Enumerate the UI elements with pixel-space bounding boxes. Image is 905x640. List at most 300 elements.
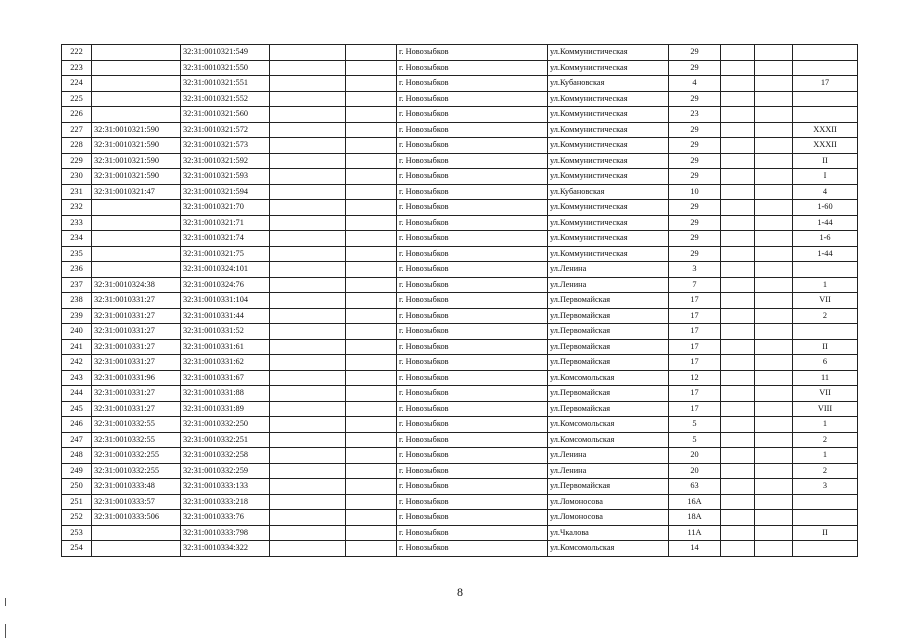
table-body [62,45,858,557]
empty-cell [270,401,346,417]
empty-cell [346,541,397,557]
empty-cell [270,324,346,340]
premises-number-cell [793,324,858,340]
row-number-cell: 252 [62,510,92,526]
empty-cell [721,324,755,340]
empty-cell [721,231,755,247]
scan-edge-mark [5,624,6,638]
row-number-cell: 237 [62,277,92,293]
street-cell: ул.Чкалова [548,525,669,541]
city-cell: г. Новозыбков [397,169,548,185]
empty-cell [755,200,793,216]
street-cell: ул.Первомайская [548,308,669,324]
city-cell: г. Новозыбков [397,262,548,278]
city-cell: г. Новозыбков [397,60,548,76]
table-row [62,308,858,324]
empty-cell [270,169,346,185]
cadastral-number-cell: 32:31:0010332:251 [181,432,270,448]
street-cell: ул.Комсомольская [548,432,669,448]
cadastral-number-cell: 32:31:0010331:67 [181,370,270,386]
table-row [62,231,858,247]
row-number-cell: 242 [62,355,92,371]
row-number-cell: 240 [62,324,92,340]
city-cell: г. Новозыбков [397,277,548,293]
empty-cell [755,91,793,107]
premises-number-cell [793,262,858,278]
cadastral-number-cell: 32:31:0010321:550 [181,60,270,76]
table-row [62,122,858,138]
empty-cell [346,184,397,200]
street-cell: ул.Коммунистическая [548,200,669,216]
parent-cadastral-cell: 32:31:0010332:255 [92,448,181,464]
city-cell: г. Новозыбков [397,386,548,402]
premises-number-cell: 1 [793,417,858,433]
cadastral-number-cell: 32:31:0010331:62 [181,355,270,371]
empty-cell [755,45,793,61]
empty-cell [270,448,346,464]
row-number-cell: 245 [62,401,92,417]
empty-cell [755,262,793,278]
premises-number-cell: II [793,339,858,355]
empty-cell [346,417,397,433]
parent-cadastral-cell [92,107,181,123]
table-row [62,200,858,216]
empty-cell [270,45,346,61]
empty-cell [721,215,755,231]
house-number-cell: 18А [669,510,721,526]
empty-cell [755,432,793,448]
row-number-cell: 238 [62,293,92,309]
cadastral-number-cell: 32:31:0010321:70 [181,200,270,216]
empty-cell [346,432,397,448]
table-row [62,153,858,169]
street-cell: ул.Первомайская [548,324,669,340]
street-cell: ул.Коммунистическая [548,91,669,107]
city-cell: г. Новозыбков [397,215,548,231]
parent-cadastral-cell: 32:31:0010331:96 [92,370,181,386]
cadastral-number-cell: 32:31:0010332:250 [181,417,270,433]
row-number-cell: 233 [62,215,92,231]
empty-cell [721,277,755,293]
empty-cell [721,169,755,185]
row-number-cell: 230 [62,169,92,185]
cadastral-number-cell: 32:31:0010321:593 [181,169,270,185]
empty-cell [346,448,397,464]
premises-number-cell: VII [793,293,858,309]
parent-cadastral-cell [92,231,181,247]
empty-cell [346,386,397,402]
city-cell: г. Новозыбков [397,91,548,107]
premises-number-cell: XXXII [793,138,858,154]
empty-cell [721,370,755,386]
table-row [62,510,858,526]
empty-cell [346,370,397,386]
empty-cell [346,246,397,262]
empty-cell [721,494,755,510]
city-cell: г. Новозыбков [397,153,548,169]
premises-number-cell: 2 [793,463,858,479]
row-number-cell: 241 [62,339,92,355]
city-cell: г. Новозыбков [397,541,548,557]
premises-number-cell: 1-44 [793,246,858,262]
cadastral-number-cell: 32:31:0010334:322 [181,541,270,557]
table-row [62,76,858,92]
street-cell: ул.Комсомольская [548,370,669,386]
empty-cell [270,246,346,262]
premises-number-cell [793,510,858,526]
empty-cell [270,200,346,216]
street-cell: ул.Коммунистическая [548,153,669,169]
table-row [62,417,858,433]
empty-cell [721,525,755,541]
table-row [62,45,858,61]
empty-cell [346,91,397,107]
cadastral-number-cell: 32:31:0010331:61 [181,339,270,355]
empty-cell [755,60,793,76]
empty-cell [270,510,346,526]
parent-cadastral-cell [92,91,181,107]
parent-cadastral-cell [92,246,181,262]
row-number-cell: 254 [62,541,92,557]
house-number-cell: 16А [669,494,721,510]
street-cell: ул.Первомайская [548,386,669,402]
empty-cell [721,401,755,417]
premises-number-cell: 2 [793,308,858,324]
empty-cell [270,339,346,355]
house-number-cell: 20 [669,448,721,464]
street-cell: ул.Ломоносова [548,510,669,526]
row-number-cell: 232 [62,200,92,216]
city-cell: г. Новозыбков [397,231,548,247]
parent-cadastral-cell: 32:31:0010321:590 [92,122,181,138]
empty-cell [270,494,346,510]
empty-cell [721,138,755,154]
house-number-cell: 29 [669,60,721,76]
empty-cell [755,401,793,417]
row-number-cell: 253 [62,525,92,541]
cadastral-number-cell: 32:31:0010333:798 [181,525,270,541]
row-number-cell: 235 [62,246,92,262]
premises-number-cell: 1 [793,277,858,293]
cadastral-number-cell: 32:31:0010321:71 [181,215,270,231]
empty-cell [721,60,755,76]
empty-cell [755,479,793,495]
empty-cell [346,339,397,355]
row-number-cell: 243 [62,370,92,386]
parent-cadastral-cell [92,541,181,557]
empty-cell [721,386,755,402]
table-row [62,386,858,402]
premises-number-cell: II [793,153,858,169]
empty-cell [755,525,793,541]
empty-cell [721,91,755,107]
table-row [62,60,858,76]
empty-cell [346,107,397,123]
house-number-cell: 14 [669,541,721,557]
row-number-cell: 231 [62,184,92,200]
empty-cell [346,401,397,417]
empty-cell [270,432,346,448]
table-row [62,401,858,417]
table-row [62,463,858,479]
table-row [62,494,858,510]
city-cell: г. Новозыбков [397,246,548,262]
empty-cell [270,91,346,107]
premises-number-cell: 2 [793,432,858,448]
premises-number-cell [793,541,858,557]
row-number-cell: 247 [62,432,92,448]
empty-cell [755,463,793,479]
empty-cell [270,231,346,247]
empty-cell [346,525,397,541]
empty-cell [346,324,397,340]
house-number-cell: 29 [669,122,721,138]
row-number-cell: 234 [62,231,92,247]
house-number-cell: 29 [669,45,721,61]
row-number-cell: 236 [62,262,92,278]
table-row [62,432,858,448]
city-cell: г. Новозыбков [397,494,548,510]
empty-cell [346,122,397,138]
table-row [62,541,858,557]
empty-cell [346,45,397,61]
table-row [62,107,858,123]
row-number-cell: 224 [62,76,92,92]
parent-cadastral-cell: 32:31:0010321:590 [92,169,181,185]
page-number: 8 [457,585,463,599]
house-number-cell: 29 [669,153,721,169]
house-number-cell: 17 [669,339,721,355]
parent-cadastral-cell: 32:31:0010331:27 [92,355,181,371]
house-number-cell: 23 [669,107,721,123]
empty-cell [270,107,346,123]
parent-cadastral-cell [92,45,181,61]
cadastral-number-cell: 32:31:0010321:75 [181,246,270,262]
house-number-cell: 17 [669,293,721,309]
empty-cell [721,463,755,479]
cadastral-number-cell: 32:31:0010321:573 [181,138,270,154]
table-row [62,448,858,464]
cadastral-number-cell: 32:31:0010321:74 [181,231,270,247]
empty-cell [270,386,346,402]
city-cell: г. Новозыбков [397,184,548,200]
cadastral-number-cell: 32:31:0010331:44 [181,308,270,324]
premises-number-cell: 6 [793,355,858,371]
city-cell: г. Новозыбков [397,417,548,433]
house-number-cell: 7 [669,277,721,293]
row-number-cell: 223 [62,60,92,76]
empty-cell [755,184,793,200]
empty-cell [755,510,793,526]
table-row [62,277,858,293]
premises-number-cell: XXXII [793,122,858,138]
city-cell: г. Новозыбков [397,339,548,355]
row-number-cell: 228 [62,138,92,154]
empty-cell [270,60,346,76]
house-number-cell: 3 [669,262,721,278]
empty-cell [721,122,755,138]
premises-number-cell: VIII [793,401,858,417]
cadastral-number-cell: 32:31:0010324:101 [181,262,270,278]
city-cell: г. Новозыбков [397,510,548,526]
table-row [62,525,858,541]
empty-cell [270,262,346,278]
cadastral-number-cell: 32:31:0010324:76 [181,277,270,293]
table-row [62,138,858,154]
city-cell: г. Новозыбков [397,200,548,216]
cadastral-number-cell: 32:31:0010321:552 [181,91,270,107]
table-row [62,262,858,278]
parent-cadastral-cell: 32:31:0010331:27 [92,386,181,402]
parent-cadastral-cell: 32:31:0010321:47 [92,184,181,200]
parent-cadastral-cell [92,262,181,278]
street-cell: ул.Комсомольская [548,541,669,557]
empty-cell [270,184,346,200]
city-cell: г. Новозыбков [397,45,548,61]
house-number-cell: 29 [669,231,721,247]
empty-cell [346,308,397,324]
row-number-cell: 251 [62,494,92,510]
empty-cell [270,76,346,92]
street-cell: ул.Коммунистическая [548,138,669,154]
parent-cadastral-cell [92,60,181,76]
street-cell: ул.Коммунистическая [548,246,669,262]
empty-cell [755,277,793,293]
empty-cell [755,494,793,510]
house-number-cell: 17 [669,355,721,371]
empty-cell [721,432,755,448]
empty-cell [755,448,793,464]
street-cell: ул.Коммунистическая [548,122,669,138]
cadastral-number-cell: 32:31:0010333:218 [181,494,270,510]
premises-number-cell [793,107,858,123]
city-cell: г. Новозыбков [397,448,548,464]
empty-cell [270,355,346,371]
empty-cell [346,76,397,92]
parent-cadastral-cell [92,215,181,231]
city-cell: г. Новозыбков [397,293,548,309]
empty-cell [346,60,397,76]
empty-cell [721,262,755,278]
premises-number-cell [793,91,858,107]
empty-cell [721,479,755,495]
house-number-cell: 29 [669,215,721,231]
city-cell: г. Новозыбков [397,525,548,541]
row-number-cell: 250 [62,479,92,495]
empty-cell [346,479,397,495]
cadastral-number-cell: 32:31:0010331:52 [181,324,270,340]
empty-cell [270,293,346,309]
row-number-cell: 222 [62,45,92,61]
empty-cell [270,525,346,541]
empty-cell [721,293,755,309]
table-row [62,215,858,231]
city-cell: г. Новозыбков [397,479,548,495]
city-cell: г. Новозыбков [397,370,548,386]
empty-cell [721,184,755,200]
cadastral-number-cell: 32:31:0010321:592 [181,153,270,169]
parent-cadastral-cell: 32:31:0010332:55 [92,417,181,433]
row-number-cell: 229 [62,153,92,169]
street-cell: ул.Первомайская [548,293,669,309]
city-cell: г. Новозыбков [397,324,548,340]
street-cell: ул.Коммунистическая [548,107,669,123]
empty-cell [346,355,397,371]
house-number-cell: 5 [669,432,721,448]
street-cell: ул.Коммунистическая [548,169,669,185]
table-row [62,324,858,340]
empty-cell [346,510,397,526]
parent-cadastral-cell: 32:31:0010332:55 [92,432,181,448]
empty-cell [270,122,346,138]
table-row [62,91,858,107]
cadastral-number-cell: 32:31:0010331:88 [181,386,270,402]
table-row [62,479,858,495]
empty-cell [755,293,793,309]
empty-cell [346,215,397,231]
premises-number-cell [793,45,858,61]
empty-cell [721,45,755,61]
empty-cell [755,107,793,123]
city-cell: г. Новозыбков [397,76,548,92]
empty-cell [755,324,793,340]
empty-cell [346,262,397,278]
street-cell: ул.Кубановская [548,184,669,200]
empty-cell [346,231,397,247]
parent-cadastral-cell: 32:31:0010333:506 [92,510,181,526]
city-cell: г. Новозыбков [397,355,548,371]
parent-cadastral-cell: 32:31:0010331:27 [92,308,181,324]
cadastral-number-cell: 32:31:0010332:258 [181,448,270,464]
empty-cell [721,76,755,92]
empty-cell [755,169,793,185]
street-cell: ул.Ломоносова [548,494,669,510]
street-cell: ул.Ленина [548,463,669,479]
cadastral-number-cell: 32:31:0010321:594 [181,184,270,200]
premises-number-cell: 1-6 [793,231,858,247]
premises-number-cell: 4 [793,184,858,200]
parent-cadastral-cell [92,200,181,216]
house-number-cell: 29 [669,91,721,107]
empty-cell [755,153,793,169]
table-row [62,293,858,309]
street-cell: ул.Коммунистическая [548,60,669,76]
premises-number-cell: 1-44 [793,215,858,231]
city-cell: г. Новозыбков [397,463,548,479]
premises-number-cell: 17 [793,76,858,92]
house-number-cell: 29 [669,200,721,216]
empty-cell [755,246,793,262]
row-number-cell: 248 [62,448,92,464]
street-cell: ул.Первомайская [548,355,669,371]
empty-cell [346,494,397,510]
row-number-cell: 249 [62,463,92,479]
empty-cell [270,479,346,495]
empty-cell [755,541,793,557]
cadastral-number-cell: 32:31:0010332:259 [181,463,270,479]
premises-number-cell: 3 [793,479,858,495]
house-number-cell: 17 [669,386,721,402]
row-number-cell: 244 [62,386,92,402]
empty-cell [346,153,397,169]
street-cell: ул.Коммунистическая [548,231,669,247]
table-row [62,246,858,262]
parent-cadastral-cell [92,76,181,92]
empty-cell [755,231,793,247]
empty-cell [755,308,793,324]
empty-cell [755,339,793,355]
empty-cell [721,541,755,557]
